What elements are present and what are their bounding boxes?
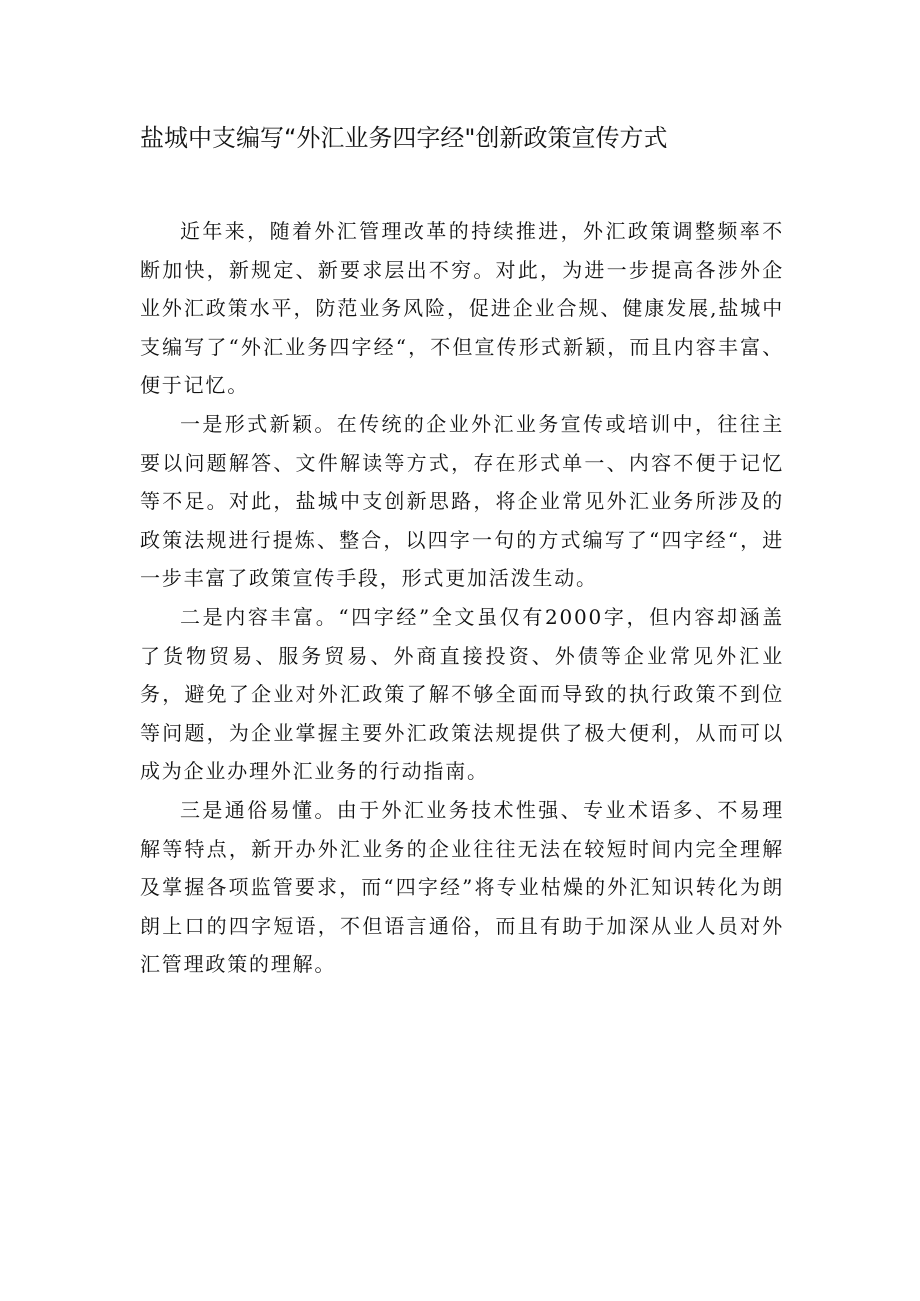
paragraph-point-two: 二是内容丰富。“四字经”全文虽仅有2000字，但内容却涵盖了货物贸易、服务贸易、外商直接投资、外债等企业常见外汇业务，避免了企业对外汇政策了解不够全面而导致的执行政策不到位等问题，为企业掌握主要外汇政策法规提供了极大便利，从而可以成为企业办理外汇业务的行动指南。 — [140, 604, 784, 784]
document-title: 盐城中支编写“外汇业务四字经"创新政策宣传方式 — [140, 124, 668, 152]
paragraph-point-one: 一是形式新颖。在传统的企业外汇业务宣传或培训中，往往主要以问题解答、文件解读等方式，存在形式单一、内容不便于记忆等不足。对此，盐城中支创新思路，将企业常见外汇业务所涉及的政策法规进行提炼、整合，以四字一句的方式编写了“四字经“，进一步丰富了政策宣传手段，形式更加活泼生动。 — [140, 411, 784, 591]
paragraph-intro: 近年来，随着外汇管理改革的持续推进，外汇政策调整频率不断加快，新规定、新要求层出不穷。对此，为进一步提高各涉外企业外汇政策水平，防范业务风险，促进企业合规、健康发展,盐城中支编写了“外汇业务四字经“，不但宣传形式新颖，而且内容丰富、便于记忆。 — [140, 219, 784, 398]
paragraph-point-three: 三是通俗易懂。由于外汇业务技术性强、专业术语多、不易理解等特点，新开办外汇业务的企业往往无法在较短时间内完全理解及掌握各项监管要求，而“四字经”将专业枯燥的外汇知识转化为朗朗上口的四字短语，不但语言通俗，而且有助于加深从业人员对外汇管理政策的理解。 — [140, 797, 784, 977]
document-body — [140, 212, 784, 984]
